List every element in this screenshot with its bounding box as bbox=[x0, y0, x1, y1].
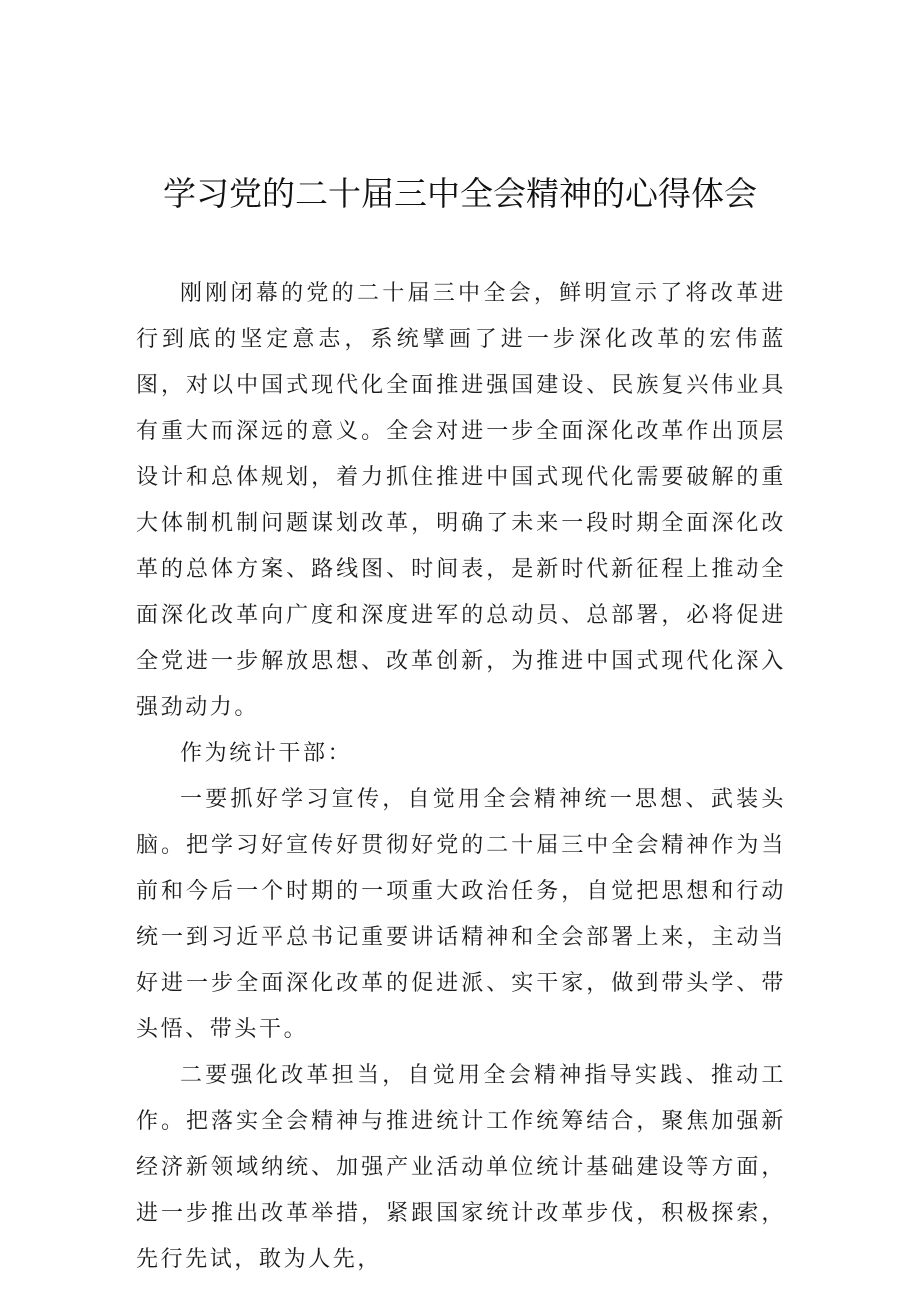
paragraph-point-one: 一要抓好学习宣传，自觉用全会精神统一思想、武装头脑。把学习好宣传好贯彻好党的二十届三中全会精神作为当前和今后一个时期的一项重大政治任务，自觉把思想和行动统一到习近平总书记重要讲话精神和全会部署上来，主动当好进一步全面深化改革的促进派、实干家，做到带头学、带头悟、带头干。 bbox=[136, 787, 786, 1042]
paragraph-role: 作为统计干部： bbox=[180, 741, 353, 766]
document-title: 学习党的二十届三中全会精神的心得体会 bbox=[163, 174, 757, 213]
paragraph-intro: 刚刚闭幕的党的二十届三中全会，鲜明宣示了将改革进行到底的坚定意志，系统擘画了进一步深化改革的宏伟蓝图，对以中国式现代化全面推进强国建设、民族复兴伟业具有重大而深远的意义。全会对进一步全面深化改革作出顶层设计和总体规划，着力抓住推进中国式现代化需要破解的重大体制机制问题谋划改革，明确了未来一段时期全面深化改革的总体方案、路线图、时间表，是新时代新征程上推动全面深化改革向广度和深度进军的总动员、总部署，必将促进全党进一步解放思想、改革创新，为推进中国式现代化深入强劲动力。 bbox=[136, 281, 786, 720]
document-body bbox=[136, 271, 786, 1283]
paragraph-point-two: 二要强化改革担当，自觉用全会精神指导实践、推动工作。把落实全会精神与推进统计工作统筹结合，聚焦加强新经济新领域纳统、加强产业活动单位统计基础建设等方面，进一步推出改革举措，紧跟国家统计改革步伐，积极探索，先行先试，敢为人先， bbox=[136, 1063, 786, 1272]
